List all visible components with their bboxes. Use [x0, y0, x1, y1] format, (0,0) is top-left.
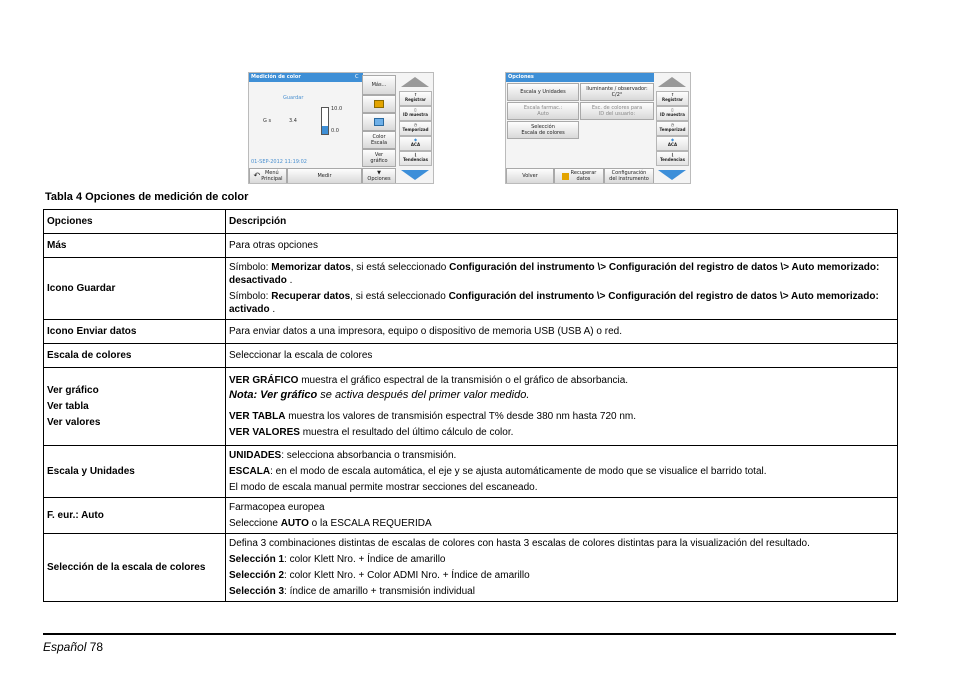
screen1-bar — [321, 107, 329, 135]
row-desc-color-scale: Seleccionar la escala de colores — [226, 344, 898, 368]
clipboard-icon: ▯ — [671, 107, 674, 112]
options-button-label: Opciones — [367, 176, 391, 182]
selection-1-desc — [229, 553, 894, 566]
view-graph-label-1: Ver — [374, 152, 384, 158]
table-row — [44, 446, 898, 498]
color-scale-selection-button[interactable] — [507, 121, 579, 139]
timer-icon: ◷ — [670, 122, 675, 127]
row-desc-selection — [226, 534, 898, 602]
text: . — [286, 275, 293, 286]
side-timer-button[interactable] — [656, 121, 689, 136]
row-label-save: Icono Guardar — [44, 258, 226, 320]
text-bold: VER TABLA — [229, 411, 286, 422]
table-row — [44, 344, 898, 368]
user-color-scale-label-1: Esc. de colores para — [591, 105, 643, 111]
footer-language: Español — [43, 640, 87, 654]
text-bold: Recuperar datos — [271, 291, 351, 302]
table-row — [44, 234, 898, 258]
user-color-scale-label-2: ID del usuario: — [598, 111, 636, 117]
recall-data-label-2: datos — [576, 176, 591, 182]
text: muestra el gráfico espectral de la transmisión o el gráfico de absorbancia. — [298, 375, 629, 386]
scale-units-label: Escala y Unidades — [520, 89, 566, 95]
save-desc-1 — [229, 261, 894, 287]
row-label-feur: F. eur.: Auto — [44, 498, 226, 534]
recall-data-labels — [571, 170, 597, 182]
back-button[interactable] — [506, 168, 554, 184]
text-bold: Selección 2 — [229, 570, 285, 581]
side-trends-button[interactable] — [399, 151, 432, 166]
text-bold: Nota: Ver gráfico — [229, 389, 318, 401]
instrument-config-button[interactable] — [604, 168, 654, 184]
text: muestra los valores de transmisión espectral T% desde 380 nm hasta 720 nm. — [285, 411, 637, 422]
main-menu-label-1: Menú — [264, 170, 279, 176]
color-scale-button[interactable] — [362, 131, 396, 149]
screen1-g-value: 3.4 — [289, 118, 297, 124]
selection-label-1: Selección — [531, 124, 555, 130]
row-desc-send: Para enviar datos a una impresora, equipo o dispositivo de memoria USB (USB A) o red. — [226, 320, 898, 344]
recall-data-label-1: Recuperar — [570, 170, 597, 176]
view-table-desc — [229, 410, 894, 423]
row-label-send: Icono Enviar datos — [44, 320, 226, 344]
table-row — [44, 534, 898, 602]
trends-icon: ⌊ — [671, 152, 674, 157]
view-values-label: Ver valores — [47, 417, 101, 428]
side-register-button[interactable] — [399, 91, 432, 106]
side-sample-id-label: ID muestra — [403, 112, 428, 117]
row-desc-save — [226, 258, 898, 320]
text-bold: Memorizar datos — [271, 262, 351, 273]
view-values-desc — [229, 426, 894, 439]
table-row — [44, 368, 898, 446]
text-bold: Configuración del instrumento \> Configuración del registro de datos \> Auto memorizado: activado — [229, 291, 879, 315]
mas-button-label: Más... — [371, 82, 387, 88]
feur-desc-2 — [229, 517, 894, 530]
options-button[interactable] — [362, 168, 396, 184]
view-graph-desc — [229, 374, 894, 387]
text-bold: VER VALORES — [229, 427, 300, 438]
selection-label-2: Escala de colores — [521, 130, 565, 136]
text-bold: Selección 3 — [229, 586, 285, 597]
text: se activa después del primer valor medido. — [317, 389, 530, 401]
units-desc — [229, 449, 894, 462]
header-description: Descripción — [226, 210, 898, 234]
feur-desc-1: Farmacopea europea — [229, 502, 325, 513]
screen1-bar-top-value: 10.0 — [331, 106, 343, 112]
text-bold: UNIDADES — [229, 450, 282, 461]
measure-button[interactable] — [287, 168, 362, 184]
header-options: Opciones — [44, 210, 226, 234]
timer-icon: ◷ — [413, 122, 418, 127]
user-color-scale-button[interactable] — [580, 102, 654, 120]
selection-desc: Defina 3 combinaciones distintas de escalas de colores con hasta 3 escalas de colores distintas para la visualización del resultado. — [229, 538, 810, 549]
screen1-reading-label: Guardar — [283, 95, 304, 101]
pharma-scale-button[interactable] — [507, 102, 579, 120]
view-graph-label-2: gráfico — [370, 158, 388, 164]
row-label-view — [44, 368, 226, 446]
text-bold: Selección 1 — [229, 554, 285, 565]
text: Seleccione — [229, 518, 281, 529]
save-icon — [374, 100, 384, 108]
instrument-config-label-2: del instrumento — [609, 176, 649, 182]
chevron-down-icon: ▼ — [377, 170, 381, 176]
save-desc-2 — [229, 290, 894, 316]
illuminant-label-1: Iluminante / observador: — [586, 86, 648, 92]
manual-scale-desc: El modo de escala manual permite mostrar secciones del escaneado. — [229, 482, 538, 493]
row-label-color-scale: Escala de colores — [44, 344, 226, 368]
screen1-title: Medición de color — [249, 73, 363, 82]
main-menu-button[interactable] — [249, 168, 287, 184]
table-header-row — [44, 210, 898, 234]
side-aca-label: ACA — [667, 142, 678, 147]
row-desc-view — [226, 368, 898, 446]
aca-icon: ◆ — [670, 137, 675, 142]
color-scale-label-2: Escala — [370, 140, 388, 146]
text: muestra el resultado del último cálculo de color. — [299, 427, 514, 438]
side-register-button[interactable] — [656, 91, 689, 106]
screen1-bar-bottom-value: 0.0 — [331, 128, 339, 134]
text: : color Klett Nro. + Color ADMI Nro. + Índice de amarillo — [284, 570, 530, 581]
scroll-down-icon[interactable] — [658, 170, 686, 180]
screenshot-options — [505, 72, 691, 184]
scale-units-button[interactable] — [507, 83, 579, 101]
text: : en el modo de escala automática, el eje y se ajusta automáticamente de modo que se visualice el barrido total. — [270, 466, 767, 477]
row-label-mas: Más — [44, 234, 226, 258]
view-graph-note — [229, 389, 894, 402]
side-trends-button[interactable] — [656, 151, 689, 166]
side-sample-id-button[interactable] — [656, 106, 689, 121]
text: , si está seleccionado — [350, 262, 450, 273]
text: : color Klett Nro. + Índice de amarillo — [284, 554, 446, 565]
text-bold: Configuración del instrumento \> Configuración del registro de datos \> Auto memorizado: desactivado — [229, 262, 880, 286]
side-timer-label: Temporizad — [402, 127, 429, 132]
side-sample-id-label: ID muestra — [660, 112, 685, 117]
illuminant-label-2: C/2° — [611, 92, 623, 98]
screenshot-color-measurement — [248, 72, 434, 184]
scroll-up-icon[interactable] — [658, 77, 686, 87]
text: : selecciona absorbancia o transmisión. — [281, 450, 457, 461]
measure-button-label: Medir — [317, 173, 332, 179]
text-bold: ESCALA — [229, 466, 271, 477]
aca-icon: ◆ — [413, 137, 418, 142]
clipboard-icon: ▯ — [414, 107, 417, 112]
instrument-config-label-1: Configuración — [611, 170, 647, 176]
side-sample-id-button[interactable] — [399, 106, 432, 121]
save-icon-button[interactable] — [362, 95, 396, 113]
row-label-scale-units: Escala y Unidades — [44, 446, 226, 498]
main-menu-labels — [261, 170, 282, 182]
footer — [43, 640, 103, 654]
text: : índice de amarillo + transmisión individual — [284, 586, 475, 597]
screen1-corner-label: C — [355, 74, 359, 80]
options-table — [43, 209, 898, 602]
trends-icon: ⌊ — [414, 152, 417, 157]
text: o la ESCALA REQUERIDA — [308, 518, 432, 529]
screen1-g-label: G s — [263, 118, 272, 124]
table-row — [44, 320, 898, 344]
scroll-up-icon[interactable] — [401, 77, 429, 87]
side-timer-button[interactable] — [399, 121, 432, 136]
side-register-label: Registrar — [662, 97, 683, 102]
view-graph-label: Ver gráfico — [47, 385, 99, 396]
selection-3-desc — [229, 585, 894, 598]
side-timer-label: Temporizad — [659, 127, 686, 132]
send-data-icon-button[interactable] — [362, 113, 396, 131]
illuminant-button[interactable] — [580, 83, 654, 101]
pharma-scale-label-2: Auto — [537, 111, 549, 117]
side-register-label: Registrar — [405, 97, 426, 102]
back-button-label: Volver — [522, 173, 538, 179]
text: Símbolo: — [229, 291, 272, 302]
row-desc-feur — [226, 498, 898, 534]
back-arrow-icon: ↶ — [253, 171, 261, 180]
screen1-bar-fill — [322, 126, 328, 134]
text-bold: AUTO — [280, 518, 309, 529]
side-aca-label: ACA — [410, 142, 421, 147]
main-menu-label-2: Principal — [261, 176, 283, 182]
screen1-datetime: 01-SEP-2012 11:19:02 — [251, 159, 307, 165]
row-desc-mas: Para otras opciones — [226, 234, 898, 258]
view-graph-button[interactable] — [362, 149, 396, 167]
selection-2-desc — [229, 569, 894, 582]
table-row — [44, 258, 898, 320]
up-arrow-icon: ↑ — [670, 92, 675, 97]
table-row — [44, 498, 898, 534]
up-arrow-icon: ↑ — [413, 92, 418, 97]
footer-rule — [43, 633, 896, 635]
text: . — [269, 304, 276, 315]
side-aca-button[interactable] — [656, 136, 689, 151]
recall-data-button[interactable] — [554, 168, 604, 184]
text-bold: VER GRÁFICO — [229, 375, 299, 386]
side-trends-label: Tendencias — [659, 157, 685, 162]
send-data-icon — [374, 118, 384, 126]
color-scale-label-1: Color — [372, 134, 386, 140]
row-desc-scale-units — [226, 446, 898, 498]
text: , si está seleccionado — [350, 291, 449, 302]
recall-data-icon — [562, 173, 569, 180]
footer-page-number: 78 — [89, 640, 104, 654]
scale-desc — [229, 465, 894, 478]
pharma-scale-label-1: Escala farmac.: — [523, 105, 563, 111]
table-caption: Tabla 4 Opciones de medición de color — [45, 191, 249, 203]
mas-button[interactable] — [362, 75, 396, 95]
screen2-title: Opciones — [506, 73, 654, 82]
scroll-down-icon[interactable] — [401, 170, 429, 180]
side-aca-button[interactable] — [399, 136, 432, 151]
text: Símbolo: — [229, 262, 272, 273]
side-trends-label: Tendencias — [402, 157, 428, 162]
row-label-selection: Selección de la escala de colores — [44, 534, 226, 602]
view-table-label: Ver tabla — [47, 401, 89, 412]
